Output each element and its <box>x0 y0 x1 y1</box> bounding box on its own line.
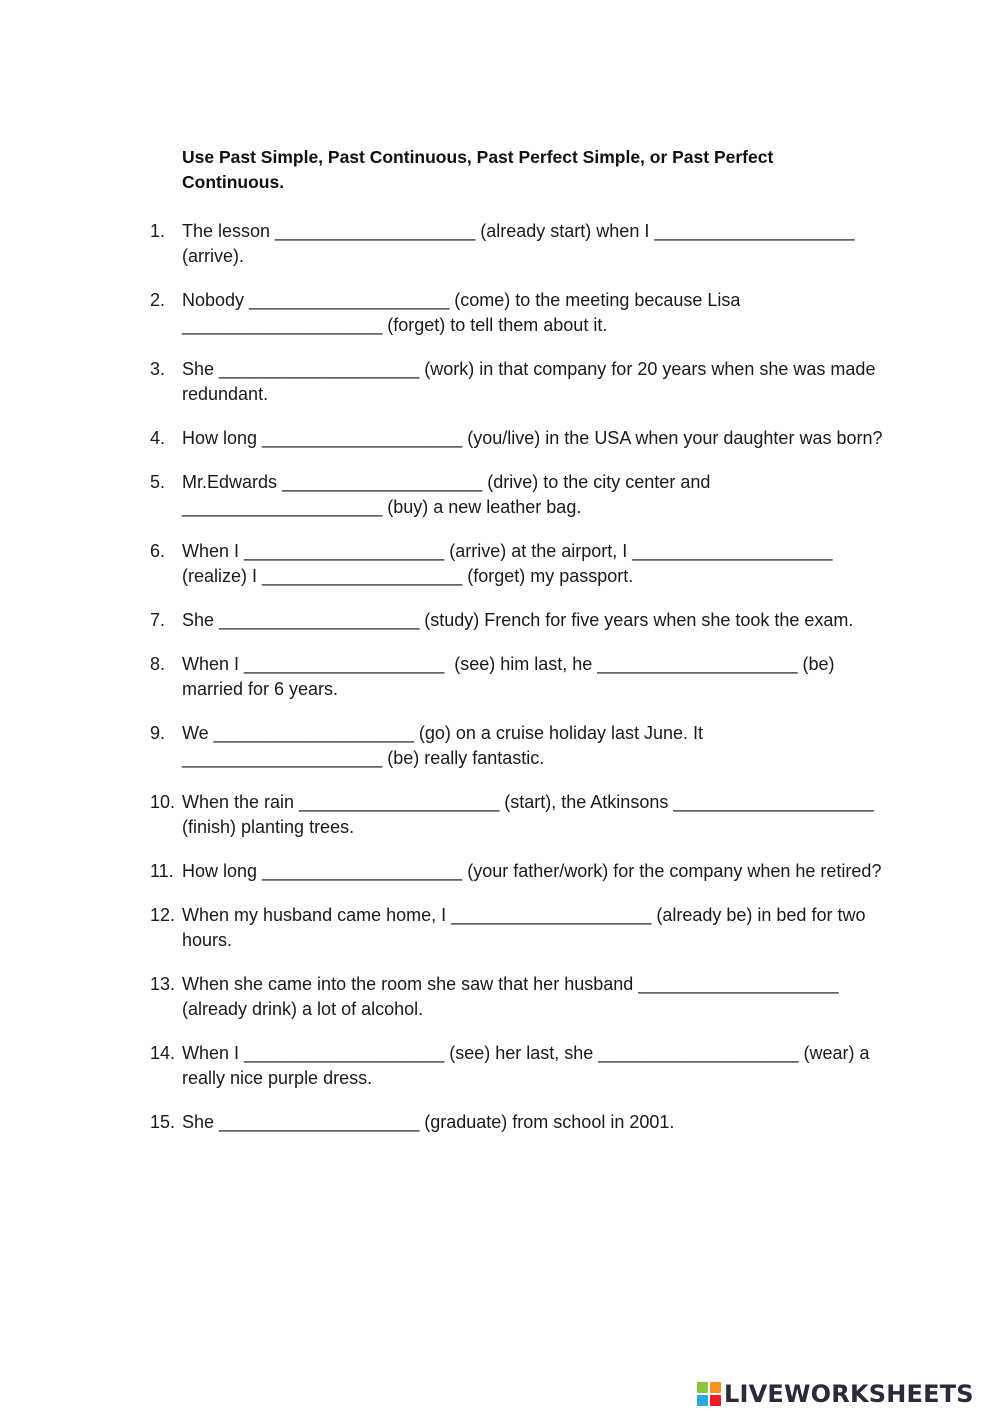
exercise-sentence: She ____________________ (work) in that company for 20 years when she was made redundant. <box>182 359 881 404</box>
exercise-item <box>150 470 885 520</box>
exercise-sentence: When I ____________________ (see) him last, he ____________________ (be) married for 6 years. <box>182 654 840 699</box>
exercise-item <box>150 288 885 338</box>
exercise-item <box>150 859 885 884</box>
exercise-sentence: When the rain ____________________ (start), the Atkinsons ____________________ (finish) planting trees. <box>182 792 879 837</box>
exercise-number: 6. <box>150 541 166 561</box>
exercise-sentence: She ____________________ (graduate) from school in 2001. <box>182 1112 675 1132</box>
exercise-number: 4. <box>150 428 166 448</box>
exercise-number: 5. <box>150 472 166 492</box>
exercise-item <box>150 357 885 407</box>
exercise-sentence: How long ____________________ (your father/work) for the company when he retired? <box>182 861 882 881</box>
exercise-sentence: Nobody ____________________ (come) to the meeting because Lisa ____________________ (forget) to tell them about it. <box>182 290 746 335</box>
exercise-number: 13. <box>150 974 176 994</box>
exercise-number: 8. <box>150 654 166 674</box>
exercise-sentence: The lesson ____________________ (already start) when I ____________________ (arrive). <box>182 221 860 266</box>
exercise-sentence: We ____________________ (go) on a cruise holiday last June. It ____________________ (be) really fantastic. <box>182 723 709 768</box>
exercise-number: 12. <box>150 905 176 925</box>
exercise-number: 3. <box>150 359 166 379</box>
exercise-number: 7. <box>150 610 166 630</box>
exercise-number: 1. <box>150 221 166 241</box>
exercise-sentence: Mr.Edwards ____________________ (drive) to the city center and ____________________ (buy) a new leather bag. <box>182 472 716 517</box>
exercise-item <box>150 608 885 633</box>
liveworksheets-footer <box>697 1377 974 1411</box>
exercise-item <box>150 790 885 840</box>
exercise-item <box>150 652 885 702</box>
exercise-sentence: When I ____________________ (see) her last, she ____________________ (wear) a really nice purple dress. <box>182 1043 875 1088</box>
exercise-number: 14. <box>150 1043 176 1063</box>
exercise-item <box>150 721 885 771</box>
instructions-heading: Use Past Simple, Past Continuous, Past Perfect Simple, or Past Perfect Continuous. <box>182 147 774 192</box>
exercise-item <box>150 1110 885 1135</box>
exercise-sentence: How long ____________________ (you/live) in the USA when your daughter was born? <box>182 428 883 448</box>
exercise-number: 10. <box>150 792 176 812</box>
exercise-item <box>150 972 885 1022</box>
exercise-sentence: She ____________________ (study) French for five years when she took the exam. <box>182 610 854 630</box>
exercise-item <box>150 539 885 589</box>
exercise-item <box>150 1041 885 1091</box>
exercise-number: 9. <box>150 723 166 743</box>
exercise-number: 2. <box>150 290 166 310</box>
exercise-sentence: When she came into the room she saw that her husband ____________________ (already drink) a lot of alcohol. <box>182 974 844 1019</box>
exercise-list <box>150 219 885 1154</box>
exercise-item <box>150 426 885 451</box>
exercise-sentence: When my husband came home, I ____________________ (already be) in bed for two hours. <box>182 905 871 950</box>
exercise-number: 15. <box>150 1112 176 1132</box>
brand-name: LIVEWORKSHEETS <box>724 1380 974 1408</box>
exercise-item <box>150 219 885 269</box>
exercise-number: 11. <box>150 861 174 881</box>
exercise-item <box>150 903 885 953</box>
liveworksheets-logo-icon <box>697 1382 721 1406</box>
exercise-sentence: When I ____________________ (arrive) at the airport, I ____________________ (realize) I ____________________ (forget) my passport. <box>182 541 838 586</box>
